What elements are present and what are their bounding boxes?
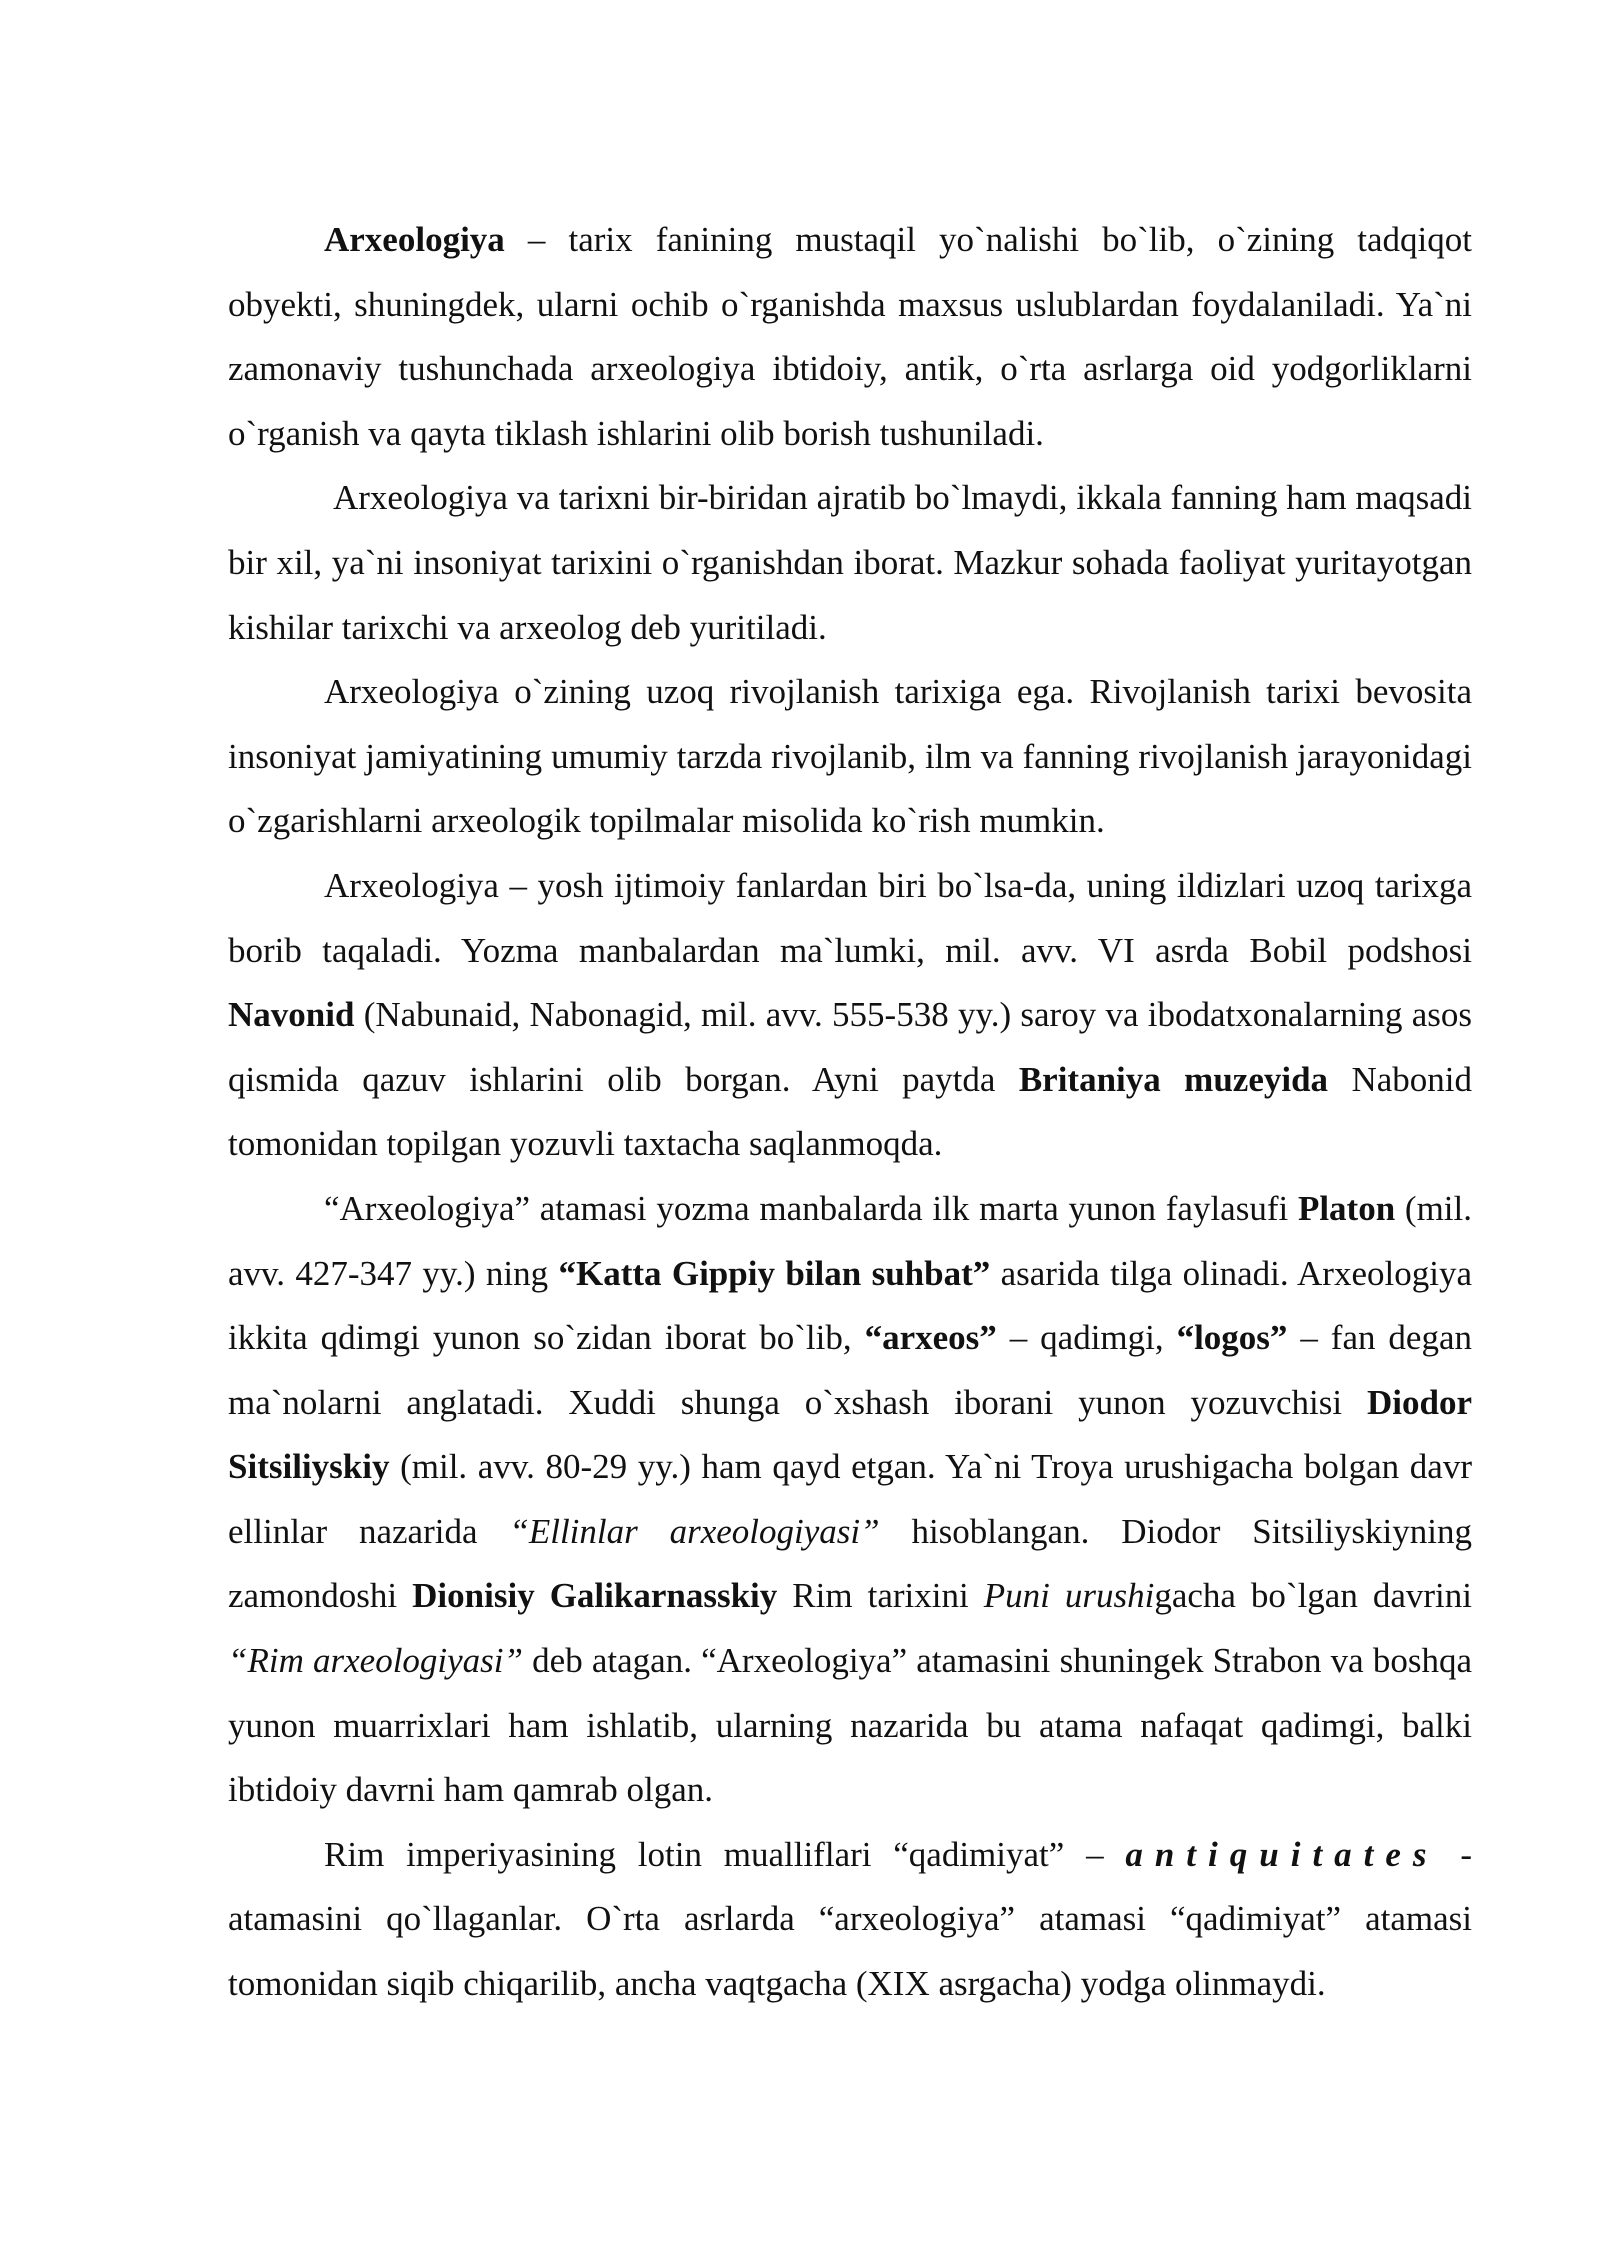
paragraph-text: hisoblangan. Diodor Sitsiliyskiyning zamondoshi xyxy=(228,1511,1472,1616)
term-rim-arxeologiyasi: “Rim arxeologiyasi” xyxy=(228,1641,523,1681)
paragraph-3 xyxy=(228,660,1472,854)
paragraph-text: Rim tarixini xyxy=(777,1576,984,1616)
paragraph-4 xyxy=(228,854,1472,1177)
paragraph-text: deb atagan. “Arxeologiya” atamasini shuningek Strabon va boshqa yunon muarrixlari ham ishlatib, ularning nazarida bu atama nafaqat qadimgi, balki ibtidoiy davrni ham qamrab olgan. xyxy=(228,1641,1473,1810)
term-logos: “logos” xyxy=(1176,1318,1288,1358)
term-diodor: Diodor Sitsiliyskiy xyxy=(228,1382,1472,1487)
document-page xyxy=(228,208,1472,2017)
paragraph-1 xyxy=(228,208,1472,466)
paragraph-text: - atamasini qo`llaganlar. O`rta asrlarda “arxeologiya” atamasi “qadimiyat” atamasi tomonidan siqib chiqarilib, ancha vaqtgacha (XIX asrgacha) yodga olinmaydi. xyxy=(228,1834,1472,2004)
paragraph-5 xyxy=(228,1177,1472,1823)
paragraph-text: (mil. avv. 80-29 yy.) ham qayd etgan. Ya`ni Troya urushigacha bolgan davr ellinlar nazarida xyxy=(228,1447,1472,1551)
term-platon: Platon xyxy=(1297,1188,1396,1228)
paragraph-6 xyxy=(228,1823,1472,2017)
paragraph-text: – fan degan ma`nolarni anglatadi. Xuddi shunga o`xshash iborani yunon yozuvchisi xyxy=(228,1318,1472,1422)
paragraph-text: – qadimgi, xyxy=(996,1318,1177,1358)
term-arxeologiya: Arxeologiya xyxy=(324,220,505,259)
term-puni-urushi: Puni urushi xyxy=(983,1576,1155,1616)
term-dionisiy: Dionisiy Galikarnasskiy xyxy=(412,1576,778,1616)
paragraph-text: “Arxeologiya” atamasi yozma manbalarda ilk marta yunon faylasufi xyxy=(324,1188,1298,1228)
term-katta-gippiy: “Katta Gippiy bilan suhbat” xyxy=(558,1253,991,1293)
term-antiquitates: antiquitates xyxy=(1125,1834,1439,1874)
paragraph-text: (mil. avv. 427-347 yy.) ning xyxy=(228,1188,1472,1293)
term-navonid: Navonid xyxy=(228,995,355,1035)
paragraph-text: (Nabunaid, Nabonagid, mil. avv. 555-538 yy.) saroy va ibodatxonalarning asos qismida qazuv ishlarini olib borgan. Ayni paytda xyxy=(228,995,1472,1099)
paragraph-2 xyxy=(228,466,1472,660)
paragraph-text: Arxeologiya o`zining uzoq rivojlanish tarixiga ega. Rivojlanish tarixi bevosita insoniyat jamiyatining umumiy tarzda rivojlanib, ilm va fanning rivojlanish jarayonidagi o`zgarishlarni arxeologik topilmalar misolida ko`rish mumkin. xyxy=(228,672,1472,841)
term-arxeos: “arxeos” xyxy=(864,1318,997,1358)
term-britaniya-muzeyida: Britaniya muzeyida xyxy=(1018,1059,1329,1099)
paragraph-text: Arxeologiya va tarixni bir-biridan ajratib bo`lmaydi, ikkala fanning ham maqsadi bir xil, ya`ni insoniyat tarixini o`rganishdan iborat. Mazkur sohada faoliyat yuritayotgan kishilar tarixchi va arxeolog deb yuritiladi. xyxy=(228,478,1472,647)
paragraph-text: gacha bo`lgan davrini xyxy=(1154,1576,1472,1616)
paragraph-text: – tarix fanining mustaqil yo`nalishi bo`lib, o`zining tadqiqot obyekti, shuningdek, ularni ochib o`rganishda maxsus uslublardan foydalaniladi. Ya`ni zamonaviy tushunchada arxeologiya ibtidoiy, antik, o`rta asrlarga oid yodgorliklarni o`rganish va qayta tiklash ishlarini olib borish tushuniladi. xyxy=(228,220,1472,453)
term-ellinlar-arxeologiyasi: “Ellinlar arxeologiyasi” xyxy=(509,1511,880,1551)
paragraph-text: Arxeologiya – yosh ijtimoiy fanlardan biri bo`lsa-da, uning ildizlari uzoq tarixga borib taqaladi. Yozma manbalardan ma`lumki, mil. avv. VI asrda Bobil podshosi xyxy=(228,865,1472,970)
paragraph-text: Rim imperiyasining lotin mualliflari “qadimiyat” – xyxy=(324,1834,1126,1874)
paragraph-text: Nabonid tomonidan topilgan yozuvli taxtacha saqlanmoqda. xyxy=(228,1059,1472,1164)
paragraph-text: asarida tilga olinadi. Arxeologiya ikkita qdimgi yunon so`zidan iborat bo`lib, xyxy=(228,1253,1472,1358)
